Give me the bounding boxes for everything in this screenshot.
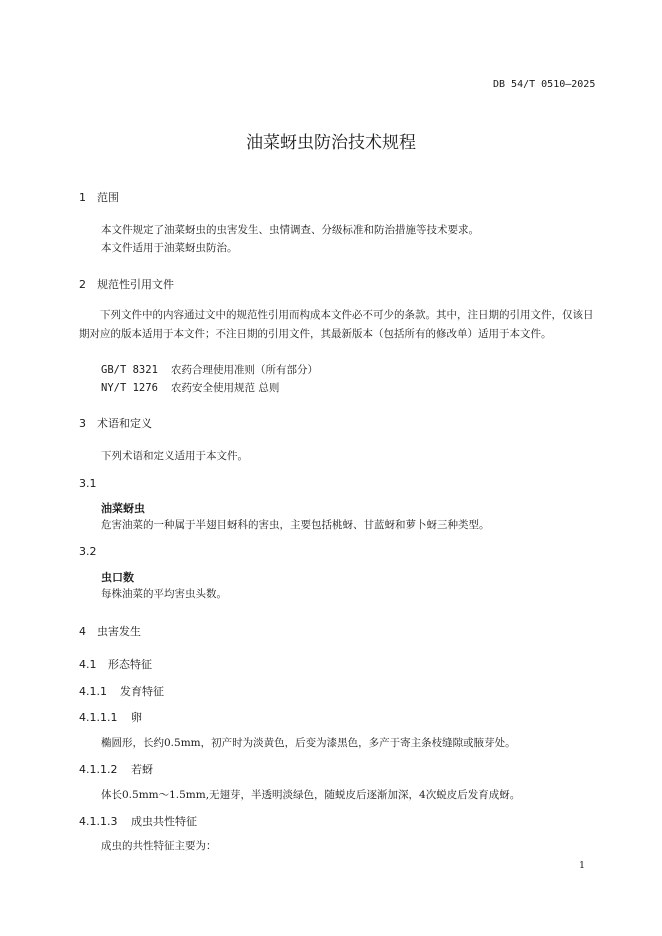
- reference-code: GB/T 8321: [101, 364, 158, 376]
- reference-title: 农药合理使用准则（所有部分）: [171, 364, 318, 376]
- reference-title: 农药安全使用规范 总则: [171, 382, 280, 394]
- section-number: 4.1.1.3: [79, 815, 118, 828]
- section-2-heading: [79, 276, 174, 292]
- section-number: 3: [79, 417, 86, 430]
- section-1-heading: [79, 189, 119, 205]
- section-number: 4.1: [79, 658, 97, 671]
- term-definition: 每株油菜的平均害虫头数。: [101, 588, 227, 600]
- document-title: 油菜蚜虫防治技术规程: [246, 133, 416, 153]
- normative-references-paragraph: 下列文件中的内容通过文中的规范性引用而构成本文件必不可少的条款。其中，注日期的引用文件，仅该日期对应的版本适用于本文件；不注日期的引用文件，其最新版本（包括所有的修改单）适用于本文件。: [79, 309, 594, 340]
- scope-paragraph-1: 本文件规定了油菜蚜虫的虫害发生、虫情调查、分级标准和防治措施等技术要求。: [101, 224, 479, 236]
- section-title: 成虫共性特征: [131, 815, 197, 828]
- section-number: 1: [79, 191, 86, 204]
- section-3-heading: [79, 415, 152, 431]
- reference-code: NY/T 1276: [101, 382, 158, 394]
- section-title: 规范性引用文件: [97, 278, 174, 291]
- term-definition: 危害油菜的一种属于半翅目蚜科的害虫，主要包括桃蚜、甘蓝蚜和萝卜蚜三种类型。: [101, 519, 490, 531]
- section-title: 术语和定义: [97, 417, 152, 430]
- section-number: 2: [79, 278, 86, 291]
- term-name: 虫口数: [101, 571, 134, 584]
- subsection-4-1-heading: [79, 656, 152, 672]
- section-title: 卵: [131, 711, 142, 724]
- reference-item: [101, 362, 318, 377]
- standard-code: DB 54/T 0510—2025: [493, 79, 596, 90]
- section-number: 4.1.1.2: [79, 763, 118, 776]
- terms-intro: 下列术语和定义适用于本文件。: [101, 450, 248, 462]
- page-number: 1: [579, 860, 586, 871]
- term-name: 油菜蚜虫: [101, 502, 145, 515]
- subsection-4-1-1-2-heading: [79, 761, 153, 777]
- reference-item: [101, 380, 279, 395]
- section-title: 虫害发生: [97, 625, 141, 638]
- scope-paragraph-2: 本文件适用于油菜蚜虫防治。: [101, 242, 238, 254]
- term-number: 3.2: [79, 545, 97, 558]
- section-4-heading: [79, 623, 141, 639]
- subsection-4-1-1-1-heading: [79, 709, 142, 725]
- section-title: 发育特征: [120, 685, 164, 698]
- subsection-4-1-1-heading: [79, 683, 164, 699]
- section-number: 4.1.1.1: [79, 711, 118, 724]
- section-number: 4: [79, 625, 86, 638]
- section-title: 形态特征: [108, 658, 152, 671]
- adult-description: 成虫的共性特征主要为：: [101, 840, 217, 852]
- term-number: 3.1: [79, 477, 97, 490]
- nymph-description: 体长0.5mm～1.5mm,无翅芽，半透明淡绿色，随蜕皮后逐渐加深，4次蜕皮后发育成蚜。: [101, 789, 521, 801]
- egg-description: 椭圆形，长约0.5mm，初产时为淡黄色，后变为漆黑色，多产于寄主条枝缝隙或腋芽处。: [101, 737, 516, 749]
- subsection-4-1-1-3-heading: [79, 813, 197, 829]
- section-title: 若蚜: [131, 763, 153, 776]
- section-number: 4.1.1: [79, 685, 107, 698]
- section-title: 范围: [97, 191, 119, 204]
